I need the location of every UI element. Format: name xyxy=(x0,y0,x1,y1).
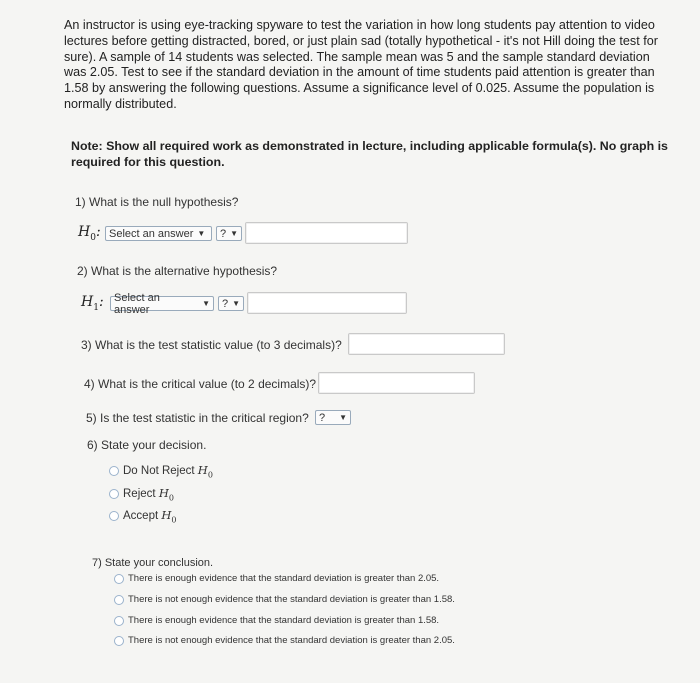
conclusion-option-label: There is not enough evidence that the standard deviation is greater than 1.58. xyxy=(128,594,455,605)
decision-option-subscript: 0 xyxy=(168,493,174,503)
conclusion-option-label: There is enough evidence that the standard deviation is greater than 1.58. xyxy=(128,615,440,626)
critical-value-input[interactable] xyxy=(318,372,475,394)
conclusion-option-2[interactable] xyxy=(114,594,455,605)
null-hypothesis-parameter-value: Select an answer xyxy=(109,227,194,240)
conclusion-option-3[interactable] xyxy=(114,615,439,626)
decision-option-math xyxy=(198,463,213,479)
null-hypothesis-value-input[interactable] xyxy=(245,222,408,244)
radio-button-icon[interactable] xyxy=(109,489,119,499)
alternative-hypothesis-letter: H xyxy=(81,294,94,310)
conclusion-option-label: There is enough evidence that the standard deviation is greater than 2.05. xyxy=(128,573,440,584)
alternative-hypothesis-operator-select[interactable] xyxy=(218,296,244,311)
alternative-hypothesis-subscript: 1 xyxy=(93,302,99,313)
decision-option-math xyxy=(159,486,174,502)
chevron-down-icon: ▼ xyxy=(339,413,347,422)
null-hypothesis-symbol xyxy=(78,224,101,243)
question-4-label: 4) What is the critical value (to 2 decimals)? xyxy=(84,377,317,391)
question-1-label: 1) What is the null hypothesis? xyxy=(75,195,239,209)
conclusion-option-4[interactable] xyxy=(114,635,455,646)
null-hypothesis-operator-value: ? xyxy=(220,227,227,240)
decision-option-letter: H xyxy=(161,508,172,522)
decision-option-math xyxy=(161,508,176,524)
radio-button-icon[interactable] xyxy=(114,595,124,605)
decision-option-accept[interactable] xyxy=(109,508,177,524)
radio-button-icon[interactable] xyxy=(114,636,124,646)
alternative-hypothesis-parameter-select[interactable] xyxy=(110,291,214,316)
chevron-down-icon: ▼ xyxy=(232,299,241,308)
critical-region-value: ? xyxy=(319,411,326,424)
chevron-down-icon: ▼ xyxy=(197,229,206,238)
question-3-label: 3) What is the test statistic value (to 3 decimals)? xyxy=(81,338,342,352)
decision-option-letter: H xyxy=(158,486,169,500)
question-2-label: 2) What is the alternative hypothesis? xyxy=(77,264,278,278)
radio-button-icon[interactable] xyxy=(109,466,119,476)
conclusion-option-label: There is not enough evidence that the standard deviation is greater than 2.05. xyxy=(128,635,455,646)
decision-option-do-not-reject[interactable] xyxy=(109,463,213,479)
alternative-hypothesis-colon: : xyxy=(98,294,104,310)
null-hypothesis-parameter-select[interactable] xyxy=(105,226,212,241)
chevron-down-icon: ▼ xyxy=(230,229,239,238)
alternative-hypothesis-parameter-value: Select an answer xyxy=(114,291,160,316)
radio-button-icon[interactable] xyxy=(114,574,124,584)
question-5-label: 5) Is the test statistic in the critical region? xyxy=(86,411,309,425)
chevron-down-icon: ▼ xyxy=(202,299,210,308)
test-statistic-input[interactable] xyxy=(348,333,505,355)
decision-option-letter: H xyxy=(197,463,208,477)
null-hypothesis-operator-select[interactable] xyxy=(216,226,242,241)
decision-option-label: Accept xyxy=(123,510,159,523)
decision-option-subscript: 0 xyxy=(171,515,177,525)
null-hypothesis-subscript: 0 xyxy=(90,232,96,243)
question-6-label: 6) State your decision. xyxy=(87,438,207,452)
alternative-hypothesis-symbol xyxy=(81,294,104,313)
decision-option-subscript: 0 xyxy=(207,470,213,480)
decision-option-label: Reject xyxy=(123,488,156,501)
alternative-hypothesis-value-input[interactable] xyxy=(247,292,407,314)
instructions-note: Note: Show all required work as demonstrated in lecture, including applicable formula(s). No graph is required for this question. xyxy=(71,139,668,169)
radio-button-icon[interactable] xyxy=(109,511,119,521)
conclusion-option-1[interactable] xyxy=(114,573,439,584)
decision-option-label: Do Not Reject xyxy=(123,465,195,478)
null-hypothesis-colon: : xyxy=(95,224,101,240)
radio-button-icon[interactable] xyxy=(114,616,124,626)
decision-option-reject[interactable] xyxy=(109,486,174,502)
problem-statement: An instructor is using eye-tracking spyware to test the variation in how long students pay attention to video lectures before getting distracted, bored, or just plain sad (totally hypothetical - it's not Hill doing the test for sure). A sample of 14 students was selected. The sample mean was 5 and the sample standard deviation was 2.05. Test to see if the standard deviation in the amount of time students paid attention is greater than 1.58 by answering the following questions. Assume a significance level of 0.025. Assume the population is normally distributed. xyxy=(64,18,658,111)
critical-region-select[interactable] xyxy=(315,410,351,425)
alternative-hypothesis-operator-value: ? xyxy=(222,297,229,310)
null-hypothesis-letter: H xyxy=(78,224,91,240)
question-7-label: 7) State your conclusion. xyxy=(92,557,214,569)
